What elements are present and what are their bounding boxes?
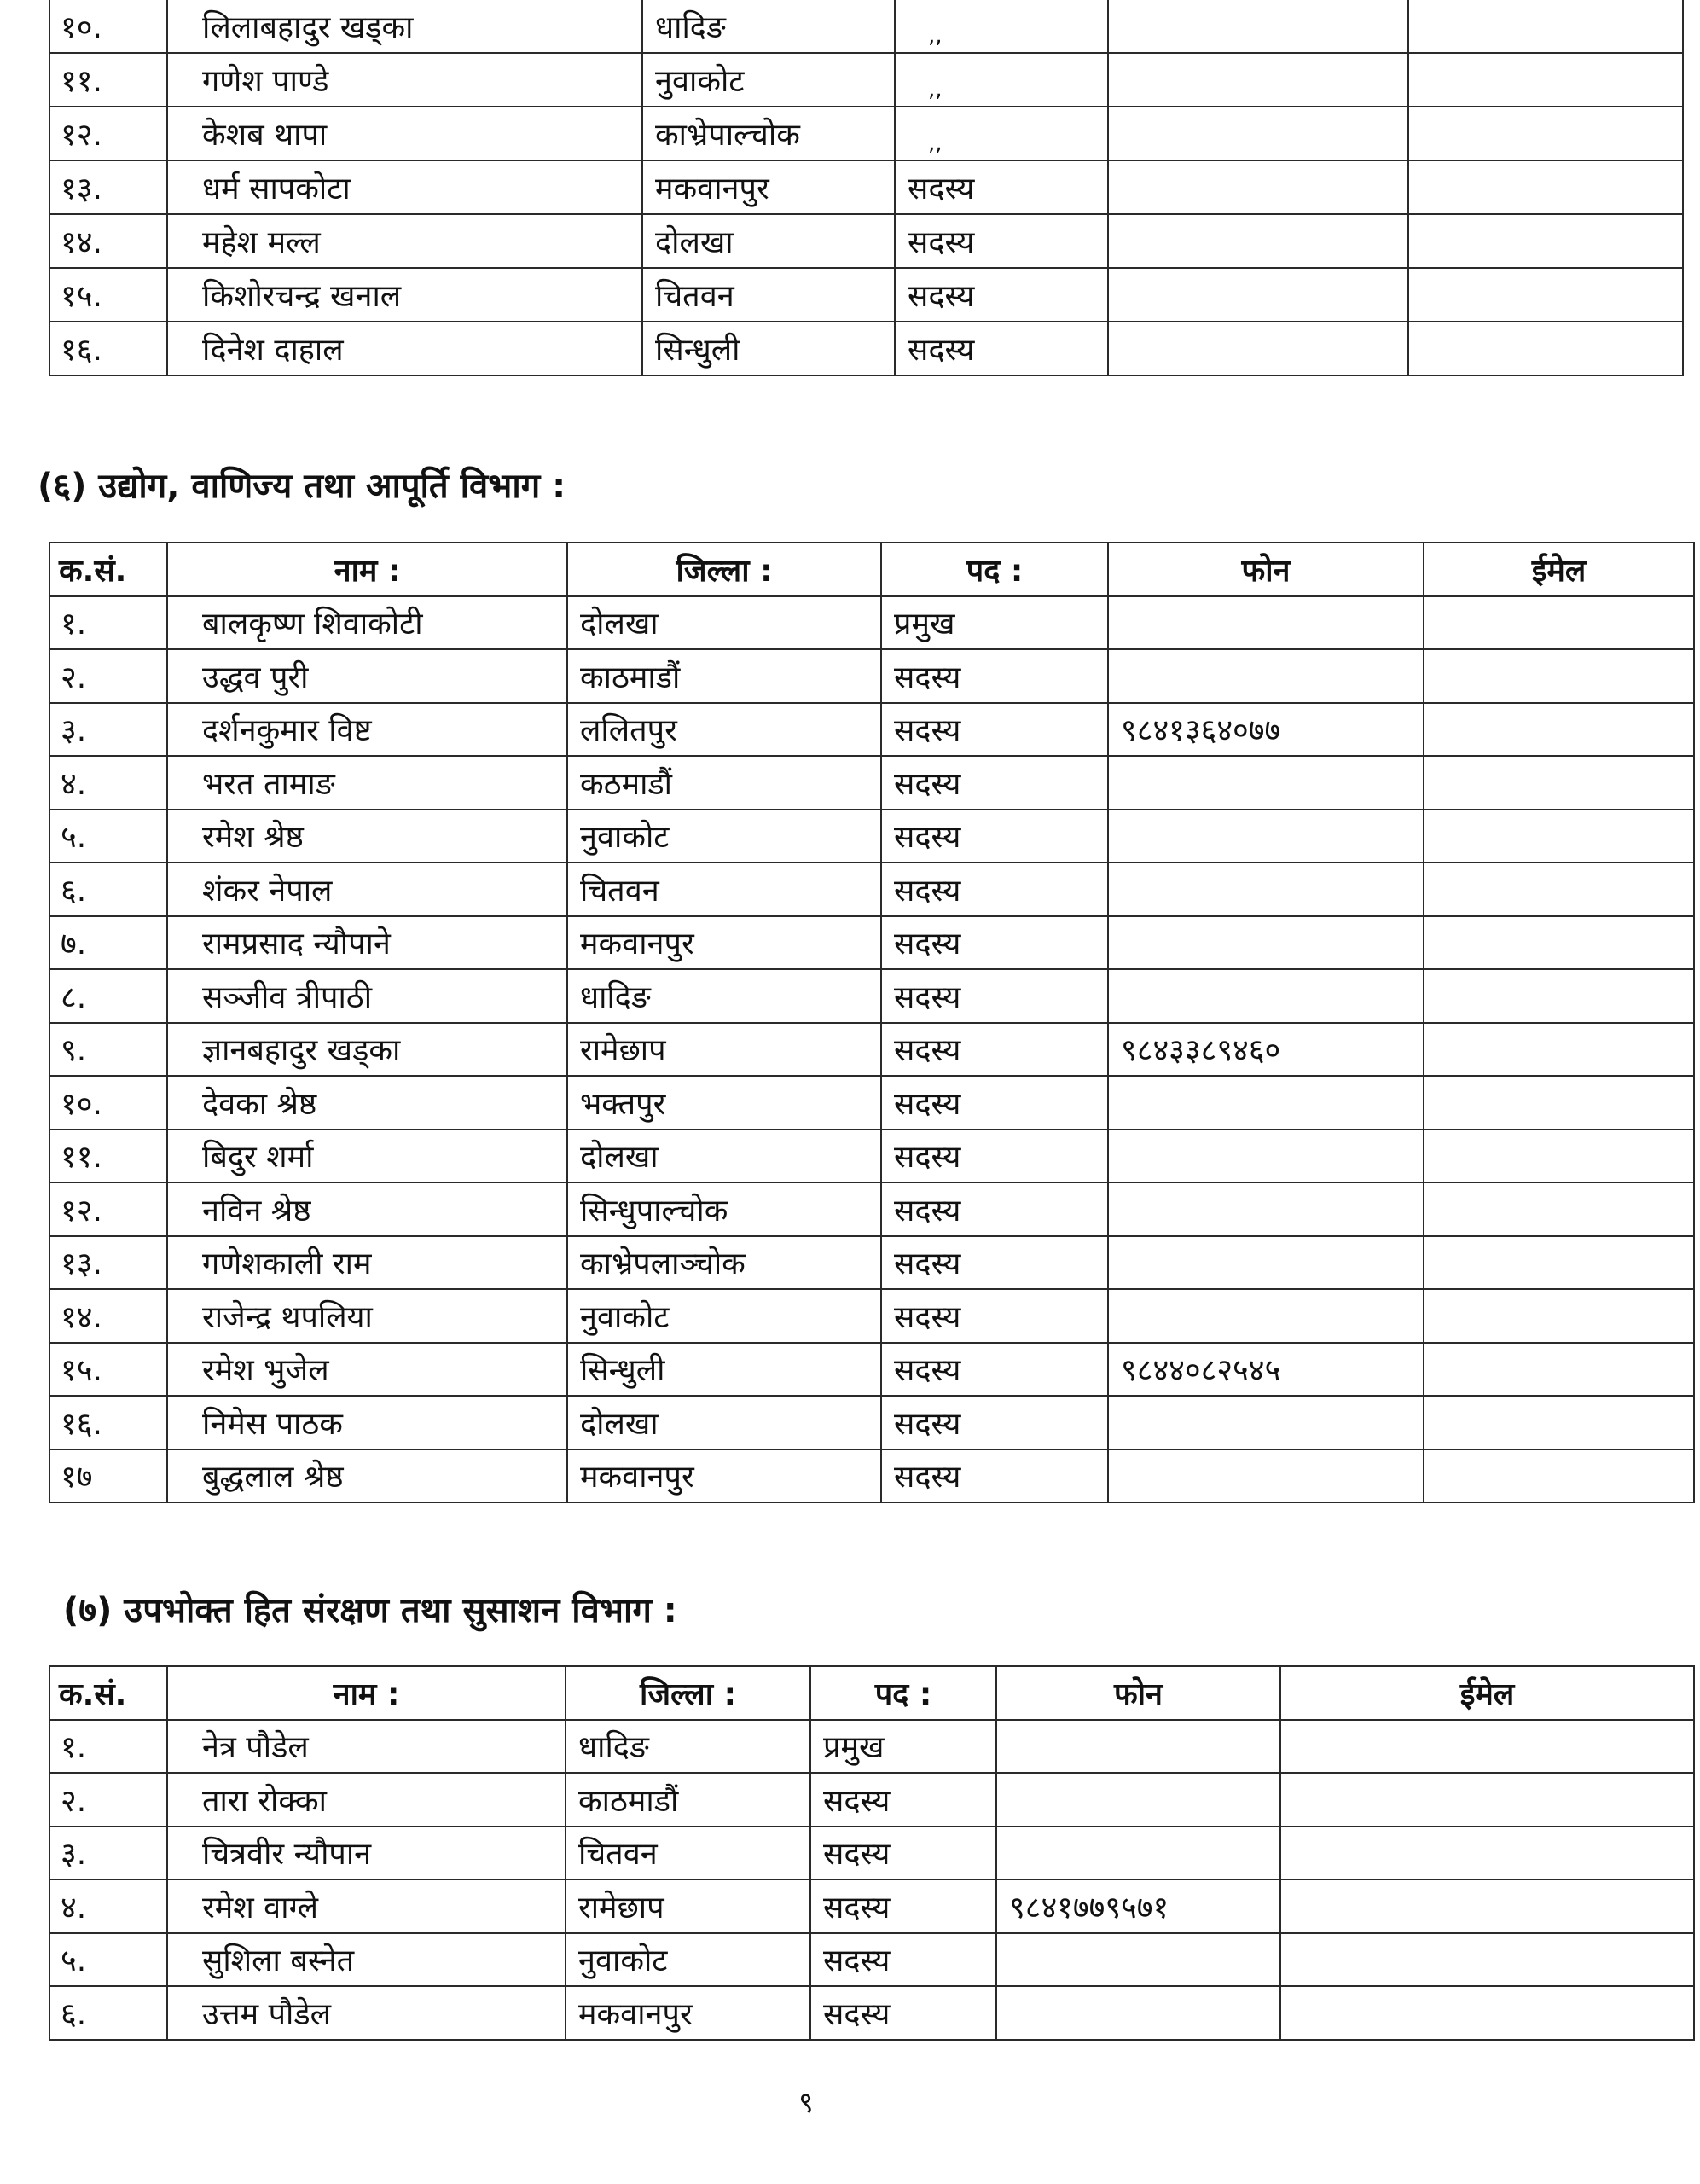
post-cell: ,, bbox=[895, 0, 1108, 53]
name-cell: गणेशकाली राम bbox=[167, 1236, 567, 1290]
name-cell: निमेस पाठक bbox=[167, 1396, 567, 1449]
header-post: पद : bbox=[881, 543, 1108, 596]
section-7-member-table-body bbox=[49, 1720, 1694, 2040]
serial-number-cell: १४. bbox=[49, 1289, 167, 1343]
serial-number-cell: ६. bbox=[49, 863, 167, 916]
post-cell: ,, bbox=[895, 107, 1108, 160]
post-cell: सदस्य bbox=[881, 703, 1108, 757]
table-header-row bbox=[49, 543, 1694, 596]
district-cell: नुवाकोट bbox=[567, 810, 881, 863]
district-cell: सिन्धुली bbox=[642, 322, 895, 375]
name-cell: रमेश वाग्ले bbox=[167, 1879, 566, 1933]
district-cell: रामेछाप bbox=[566, 1879, 810, 1933]
email-cell bbox=[1424, 916, 1694, 970]
continued-member-table-body bbox=[49, 0, 1683, 375]
serial-number-cell: ३. bbox=[49, 703, 167, 757]
header-name: नाम : bbox=[167, 1666, 566, 1720]
phone-cell bbox=[1108, 1182, 1424, 1236]
email-cell bbox=[1408, 214, 1683, 268]
serial-number-cell: ७. bbox=[49, 916, 167, 970]
table-row bbox=[49, 1449, 1694, 1503]
serial-number-cell: १६. bbox=[49, 322, 167, 375]
email-cell bbox=[1424, 703, 1694, 757]
post-cell: सदस्य bbox=[881, 1130, 1108, 1183]
table-row bbox=[49, 214, 1683, 268]
header-phone: फोन bbox=[1108, 543, 1424, 596]
phone-cell bbox=[996, 1773, 1280, 1827]
name-cell: देवका श्रेष्ठ bbox=[167, 1076, 567, 1130]
district-cell: कठमाडौं bbox=[567, 756, 881, 810]
district-cell: चितवन bbox=[642, 268, 895, 322]
email-cell bbox=[1424, 1236, 1694, 1290]
district-cell: सिन्धुपाल्चोक bbox=[567, 1182, 881, 1236]
name-cell: लिलाबहादुर खड्का bbox=[167, 0, 642, 53]
header-post: पद : bbox=[810, 1666, 996, 1720]
district-cell: भक्तपुर bbox=[567, 1076, 881, 1130]
post-cell: सदस्य bbox=[810, 1827, 996, 1880]
serial-number-cell: १६. bbox=[49, 1396, 167, 1449]
district-cell: ललितपुर bbox=[567, 703, 881, 757]
serial-number-cell: १०. bbox=[49, 1076, 167, 1130]
phone-cell bbox=[1108, 810, 1424, 863]
phone-cell bbox=[1108, 1289, 1424, 1343]
email-cell bbox=[1280, 1986, 1694, 2040]
email-cell bbox=[1408, 322, 1683, 375]
serial-number-cell: १३. bbox=[49, 160, 167, 214]
email-cell bbox=[1424, 1130, 1694, 1183]
header-serial-number: क.सं. bbox=[49, 543, 167, 596]
email-cell bbox=[1280, 1773, 1694, 1827]
district-cell: काठमाडौं bbox=[567, 649, 881, 703]
table-row bbox=[49, 1879, 1694, 1933]
serial-number-cell: १३. bbox=[49, 1236, 167, 1290]
email-cell bbox=[1424, 863, 1694, 916]
post-cell: सदस्य bbox=[895, 322, 1108, 375]
district-cell: चितवन bbox=[567, 863, 881, 916]
post-cell: सदस्य bbox=[810, 1879, 996, 1933]
name-cell: केशब थापा bbox=[167, 107, 642, 160]
name-cell: महेश मल्ल bbox=[167, 214, 642, 268]
post-cell: सदस्य bbox=[881, 1289, 1108, 1343]
name-cell: उत्तम पौडेल bbox=[167, 1986, 566, 2040]
district-cell: दोलखा bbox=[642, 214, 895, 268]
continued-member-table bbox=[49, 0, 1684, 376]
name-cell: शंकर नेपाल bbox=[167, 863, 567, 916]
section-7-heading: (७) उपभोक्त हित संरक्षण तथा सुसाशन विभाग : bbox=[63, 1591, 677, 1630]
phone-cell bbox=[1108, 0, 1408, 53]
post-cell: सदस्य bbox=[881, 969, 1108, 1023]
name-cell: ज्ञानबहादुर खड्का bbox=[167, 1023, 567, 1077]
name-cell: चित्रवीर न्यौपान bbox=[167, 1827, 566, 1880]
table-row bbox=[49, 268, 1683, 322]
name-cell: रामप्रसाद न्यौपाने bbox=[167, 916, 567, 970]
section-7-member-table bbox=[49, 1665, 1695, 2041]
name-cell: नविन श्रेष्ठ bbox=[167, 1182, 567, 1236]
post-cell: सदस्य bbox=[895, 268, 1108, 322]
phone-cell bbox=[1108, 863, 1424, 916]
post-cell: सदस्य bbox=[881, 1396, 1108, 1449]
district-cell: सिन्धुली bbox=[567, 1343, 881, 1397]
post-cell: सदस्य bbox=[881, 1236, 1108, 1290]
name-cell: बिदुर शर्मा bbox=[167, 1130, 567, 1183]
table-row bbox=[49, 53, 1683, 107]
table-row bbox=[49, 1986, 1694, 2040]
serial-number-cell: १२. bbox=[49, 107, 167, 160]
header-phone: फोन bbox=[996, 1666, 1280, 1720]
phone-cell: ९८४४०८२५४५ bbox=[1108, 1343, 1424, 1397]
post-cell: सदस्य bbox=[810, 1986, 996, 2040]
table-row bbox=[49, 916, 1694, 970]
table-row bbox=[49, 1396, 1694, 1449]
serial-number-cell: १५. bbox=[49, 268, 167, 322]
phone-cell bbox=[1108, 1449, 1424, 1503]
serial-number-cell: ५. bbox=[49, 810, 167, 863]
email-cell bbox=[1424, 1289, 1694, 1343]
name-cell: बालकृष्ण शिवाकोटी bbox=[167, 596, 567, 650]
table-row bbox=[49, 969, 1694, 1023]
email-cell bbox=[1424, 1023, 1694, 1077]
email-cell bbox=[1424, 1343, 1694, 1397]
post-cell: सदस्य bbox=[895, 160, 1108, 214]
district-cell: धादिङ bbox=[567, 969, 881, 1023]
serial-number-cell: १. bbox=[49, 596, 167, 650]
post-cell: सदस्य bbox=[881, 649, 1108, 703]
header-name: नाम : bbox=[167, 543, 567, 596]
serial-number-cell: ६. bbox=[49, 1986, 167, 2040]
table-row bbox=[49, 1720, 1694, 1774]
table-row bbox=[49, 1076, 1694, 1130]
district-cell: काठमाडौं bbox=[566, 1773, 810, 1827]
post-cell: सदस्य bbox=[810, 1773, 996, 1827]
email-cell bbox=[1280, 1720, 1694, 1774]
table-row bbox=[49, 1236, 1694, 1290]
serial-number-cell: १०. bbox=[49, 0, 167, 53]
name-cell: धर्म सापकोटा bbox=[167, 160, 642, 214]
table-row bbox=[49, 322, 1683, 375]
name-cell: रमेश भुजेल bbox=[167, 1343, 567, 1397]
table-row bbox=[49, 1343, 1694, 1397]
name-cell: दर्शनकुमार विष्ट bbox=[167, 703, 567, 757]
name-cell: रमेश श्रेष्ठ bbox=[167, 810, 567, 863]
table-row bbox=[49, 107, 1683, 160]
serial-number-cell: ४. bbox=[49, 756, 167, 810]
district-cell: नुवाकोट bbox=[642, 53, 895, 107]
serial-number-cell: ११. bbox=[49, 1130, 167, 1183]
table-row bbox=[49, 0, 1683, 53]
phone-cell bbox=[1108, 916, 1424, 970]
name-cell: किशोरचन्द्र खनाल bbox=[167, 268, 642, 322]
district-cell: मकवानपुर bbox=[566, 1986, 810, 2040]
phone-cell bbox=[996, 1720, 1280, 1774]
district-cell: नुवाकोट bbox=[566, 1933, 810, 1987]
name-cell: सुशिला बस्नेत bbox=[167, 1933, 566, 1987]
post-cell: प्रमुख bbox=[810, 1720, 996, 1774]
email-cell bbox=[1424, 649, 1694, 703]
name-cell: राजेन्द्र थपलिया bbox=[167, 1289, 567, 1343]
post-cell: सदस्य bbox=[895, 214, 1108, 268]
email-cell bbox=[1424, 1396, 1694, 1449]
name-cell: नेत्र पौडेल bbox=[167, 1720, 566, 1774]
table-row bbox=[49, 1182, 1694, 1236]
post-cell: प्रमुख bbox=[881, 596, 1108, 650]
phone-cell bbox=[996, 1986, 1280, 2040]
district-cell: मकवानपुर bbox=[567, 1449, 881, 1503]
table-row bbox=[49, 863, 1694, 916]
email-cell bbox=[1424, 756, 1694, 810]
section-6-member-table-body bbox=[49, 596, 1694, 1503]
phone-cell: ९८४३३८९४६० bbox=[1108, 1023, 1424, 1077]
post-cell: सदस्य bbox=[881, 756, 1108, 810]
phone-cell bbox=[1108, 1236, 1424, 1290]
district-cell: नुवाकोट bbox=[567, 1289, 881, 1343]
name-cell: सञ्जीव त्रीपाठी bbox=[167, 969, 567, 1023]
phone-cell bbox=[1108, 1130, 1424, 1183]
serial-number-cell: ५. bbox=[49, 1933, 167, 1987]
phone-cell bbox=[1108, 596, 1424, 650]
email-cell bbox=[1280, 1827, 1694, 1880]
email-cell bbox=[1424, 1076, 1694, 1130]
district-cell: मकवानपुर bbox=[567, 916, 881, 970]
post-cell: सदस्य bbox=[881, 810, 1108, 863]
name-cell: उद्धव पुरी bbox=[167, 649, 567, 703]
table-row bbox=[49, 703, 1694, 757]
district-cell: धादिङ bbox=[566, 1720, 810, 1774]
serial-number-cell: ३. bbox=[49, 1827, 167, 1880]
post-cell: सदस्य bbox=[881, 1076, 1108, 1130]
table-row bbox=[49, 1130, 1694, 1183]
email-cell bbox=[1408, 268, 1683, 322]
email-cell bbox=[1424, 596, 1694, 650]
district-cell: दोलखा bbox=[567, 1130, 881, 1183]
phone-cell bbox=[1108, 649, 1424, 703]
table-row bbox=[49, 1933, 1694, 1987]
serial-number-cell: २. bbox=[49, 1773, 167, 1827]
post-cell: सदस्य bbox=[881, 1343, 1108, 1397]
name-cell: बुद्धलाल श्रेष्ठ bbox=[167, 1449, 567, 1503]
serial-number-cell: १. bbox=[49, 1720, 167, 1774]
district-cell: काभ्रेपलाञ्चोक bbox=[567, 1236, 881, 1290]
phone-cell: ९८४१७७९५७१ bbox=[996, 1879, 1280, 1933]
email-cell bbox=[1424, 1182, 1694, 1236]
table-row bbox=[49, 1289, 1694, 1343]
serial-number-cell: १४. bbox=[49, 214, 167, 268]
serial-number-cell: ८. bbox=[49, 969, 167, 1023]
email-cell bbox=[1408, 107, 1683, 160]
post-cell: सदस्य bbox=[881, 916, 1108, 970]
section-6-heading: (६) उद्योग, वाणिज्य तथा आपूर्ति विभाग : bbox=[38, 467, 566, 506]
name-cell: दिनेश दाहाल bbox=[167, 322, 642, 375]
phone-cell bbox=[1108, 160, 1408, 214]
table-row bbox=[49, 1023, 1694, 1077]
post-cell: सदस्य bbox=[881, 1182, 1108, 1236]
table-row bbox=[49, 756, 1694, 810]
post-cell: सदस्य bbox=[881, 1449, 1108, 1503]
section-6-member-table bbox=[49, 542, 1695, 1503]
header-district: जिल्ला : bbox=[566, 1666, 810, 1720]
table-header-row bbox=[49, 1666, 1694, 1720]
table-row bbox=[49, 596, 1694, 650]
district-cell: धादिङ bbox=[642, 0, 895, 53]
email-cell bbox=[1424, 1449, 1694, 1503]
phone-cell bbox=[1108, 214, 1408, 268]
serial-number-cell: १२. bbox=[49, 1182, 167, 1236]
name-cell: गणेश पाण्डे bbox=[167, 53, 642, 107]
header-email: ईमेल bbox=[1424, 543, 1694, 596]
post-cell: सदस्य bbox=[881, 1023, 1108, 1077]
table-row bbox=[49, 1773, 1694, 1827]
name-cell: भरत तामाङ bbox=[167, 756, 567, 810]
phone-cell bbox=[996, 1827, 1280, 1880]
serial-number-cell: ९. bbox=[49, 1023, 167, 1077]
district-cell: दोलखा bbox=[567, 596, 881, 650]
phone-cell bbox=[996, 1933, 1280, 1987]
district-cell: रामेछाप bbox=[567, 1023, 881, 1077]
phone-cell bbox=[1108, 53, 1408, 107]
header-serial-number: क.सं. bbox=[49, 1666, 167, 1720]
email-cell bbox=[1408, 160, 1683, 214]
header-email: ईमेल bbox=[1280, 1666, 1694, 1720]
district-cell: दोलखा bbox=[567, 1396, 881, 1449]
district-cell: काभ्रेपाल्चोक bbox=[642, 107, 895, 160]
serial-number-cell: ११. bbox=[49, 53, 167, 107]
district-cell: चितवन bbox=[566, 1827, 810, 1880]
email-cell bbox=[1424, 969, 1694, 1023]
phone-cell bbox=[1108, 107, 1408, 160]
phone-cell bbox=[1108, 1076, 1424, 1130]
post-cell: सदस्य bbox=[881, 863, 1108, 916]
table-row bbox=[49, 160, 1683, 214]
email-cell bbox=[1280, 1879, 1694, 1933]
page-number: ९ bbox=[798, 2086, 814, 2120]
district-cell: मकवानपुर bbox=[642, 160, 895, 214]
post-cell: सदस्य bbox=[810, 1933, 996, 1987]
phone-cell bbox=[1108, 1396, 1424, 1449]
email-cell bbox=[1408, 0, 1683, 53]
header-district: जिल्ला : bbox=[567, 543, 881, 596]
phone-cell bbox=[1108, 756, 1424, 810]
serial-number-cell: ४. bbox=[49, 1879, 167, 1933]
post-cell: ,, bbox=[895, 53, 1108, 107]
phone-cell: ९८४१३६४०७७ bbox=[1108, 703, 1424, 757]
serial-number-cell: १५. bbox=[49, 1343, 167, 1397]
table-row bbox=[49, 1827, 1694, 1880]
table-row bbox=[49, 810, 1694, 863]
phone-cell bbox=[1108, 969, 1424, 1023]
phone-cell bbox=[1108, 268, 1408, 322]
phone-cell bbox=[1108, 322, 1408, 375]
serial-number-cell: १७ bbox=[49, 1449, 167, 1503]
name-cell: तारा रोक्का bbox=[167, 1773, 566, 1827]
table-row bbox=[49, 649, 1694, 703]
email-cell bbox=[1280, 1933, 1694, 1987]
serial-number-cell: २. bbox=[49, 649, 167, 703]
email-cell bbox=[1408, 53, 1683, 107]
email-cell bbox=[1424, 810, 1694, 863]
